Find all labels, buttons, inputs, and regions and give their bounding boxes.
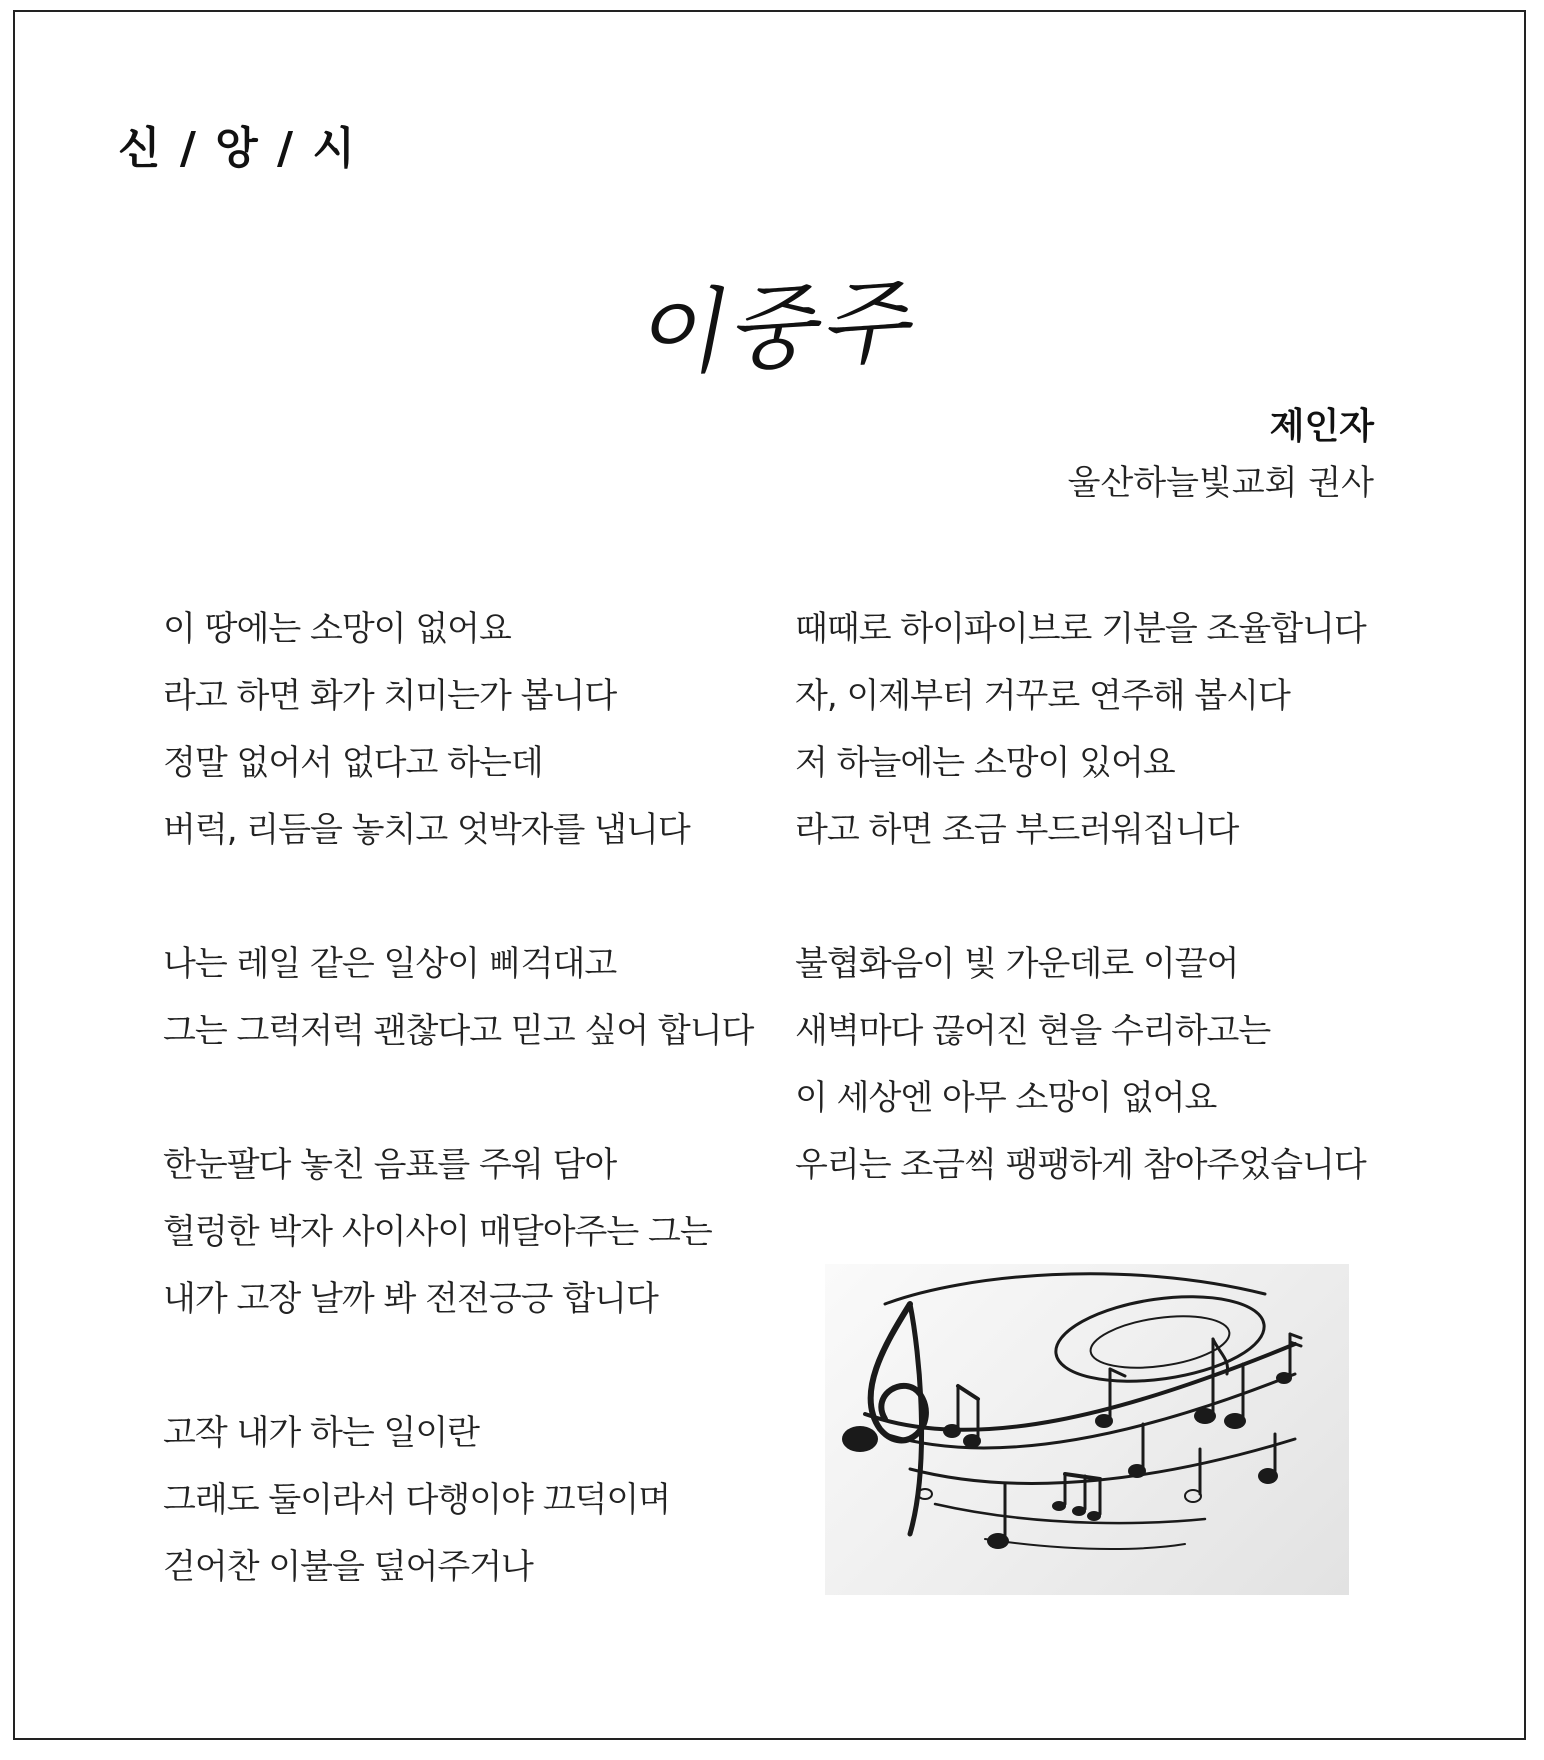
stanza [163, 1139, 763, 1340]
poem-line: 걷어찬 이불을 덮어주거나 [163, 1547, 533, 1587]
author-name: 제인자 [1269, 406, 1374, 447]
author-affiliation: 울산하늘빛교회 권사 [1067, 463, 1374, 503]
poem-line: 자, 이제부터 거꾸로 연주해 봅시다 [795, 676, 1290, 716]
poem-line: 새벽마다 끊어진 현을 수리하고는 [795, 1011, 1271, 1051]
author-block [1068, 402, 1374, 508]
poem-right-column [795, 603, 1395, 1273]
stanza [163, 603, 763, 871]
stanza [163, 938, 763, 1072]
poem-line: 그는 그럭저럭 괜찮다고 믿고 싶어 합니다 [163, 1011, 754, 1051]
poem-line: 이 땅에는 소망이 없어요 [163, 609, 511, 649]
poem-line: 정말 없어서 없다고 하는데 [163, 743, 543, 783]
poem-left-column [163, 603, 763, 1675]
poem-line: 그래도 둘이라서 다행이야 끄덕이며 [163, 1480, 671, 1520]
poem-line: 한눈팔다 놓친 음표를 주워 담아 [163, 1145, 617, 1185]
poem-line: 헐렁한 박자 사이사이 매달아주는 그는 [163, 1212, 712, 1252]
music-notes-illustration [825, 1264, 1349, 1595]
poem-line: 불협화음이 빛 가운데로 이끌어 [795, 944, 1239, 984]
poem-line: 우리는 조금씩 팽팽하게 참아주었습니다 [795, 1145, 1366, 1185]
stanza [795, 603, 1395, 871]
poem-line: 고작 내가 하는 일이란 [163, 1413, 480, 1453]
poem-line: 라고 하면 조금 부드러워집니다 [795, 810, 1239, 850]
poem-title: 이중주 [630, 267, 915, 390]
poem-line: 나는 레일 같은 일상이 삐걱대고 [163, 944, 617, 984]
poem-line: 라고 하면 화가 치미는가 봅니다 [163, 676, 617, 716]
section-label: 신 / 앙 / 시 [118, 123, 357, 174]
poem-line: 버럭, 리듬을 놓치고 엇박자를 냅니다 [163, 810, 690, 850]
poem-line: 내가 고장 날까 봐 전전긍긍 합니다 [163, 1279, 658, 1319]
poem-line: 때때로 하이파이브로 기분을 조율합니다 [795, 609, 1366, 649]
stanza [163, 1407, 763, 1608]
poem-line: 저 하늘에는 소망이 있어요 [795, 743, 1175, 783]
music-notes-staff-icon [825, 1264, 1349, 1595]
stanza [795, 938, 1395, 1206]
poem-line: 이 세상엔 아무 소망이 없어요 [795, 1078, 1217, 1118]
